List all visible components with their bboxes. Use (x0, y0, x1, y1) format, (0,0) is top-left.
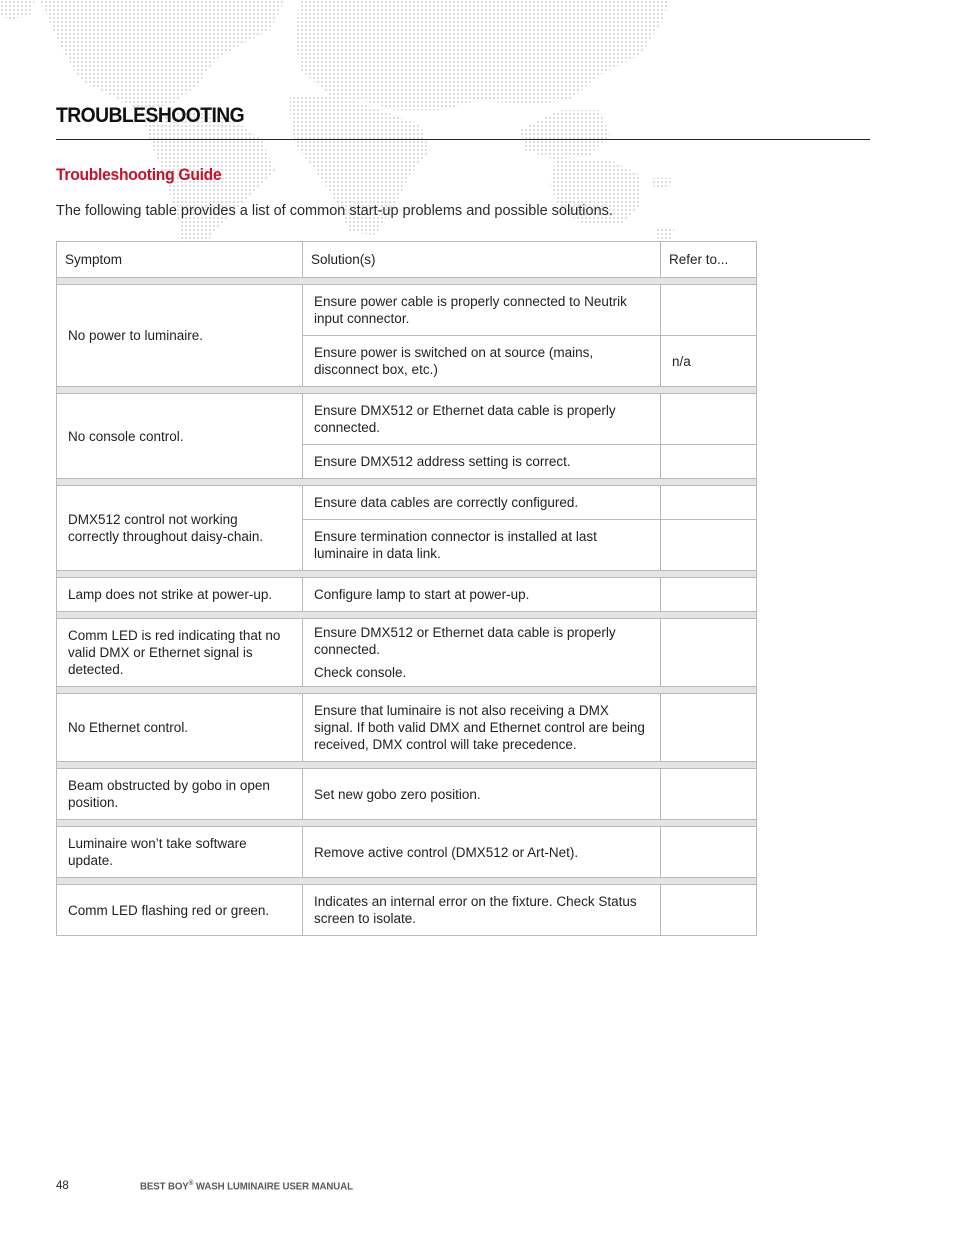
solution-cell (303, 619, 661, 687)
solution-cell: Ensure DMX512 or Ethernet data cable is properly connected. (303, 394, 661, 445)
table-row (57, 694, 757, 762)
manual-title (140, 1180, 353, 1193)
refer-cell (661, 619, 757, 687)
solution-cell: Configure lamp to start at power-up. (303, 578, 661, 612)
row-separator (57, 571, 757, 578)
table-row (57, 486, 757, 520)
symptom-cell: Lamp does not strike at power-up. (57, 578, 303, 612)
solution-cell: Ensure power cable is properly connected to Neutrik input connector. (303, 285, 661, 336)
symptom-cell: No console control. (57, 394, 303, 479)
solution-line: Ensure DMX512 or Ethernet data cable is properly connected. (314, 625, 616, 657)
title-divider (56, 139, 870, 140)
row-separator (57, 387, 757, 394)
table-row (57, 578, 757, 612)
table-row (57, 827, 757, 878)
symptom-cell: Beam obstructed by gobo in open position. (57, 769, 303, 820)
table-row (57, 394, 757, 445)
row-separator (57, 820, 757, 827)
symptom-cell: Comm LED flashing red or green. (57, 885, 303, 936)
solution-cell: Indicates an internal error on the fixture. Check Status screen to isolate. (303, 885, 661, 936)
row-separator (57, 687, 757, 694)
manual-title-brand: BEST BOY (140, 1180, 189, 1193)
refer-cell (661, 520, 757, 571)
solution-cell: Set new gobo zero position. (303, 769, 661, 820)
solution-cell: Ensure that luminaire is not also receiving a DMX signal. If both valid DMX and Ethernet control are being received, DMX control will take precedence. (303, 694, 661, 762)
header-refer-to: Refer to... (661, 242, 757, 278)
symptom-cell: No Ethernet control. (57, 694, 303, 762)
refer-cell (661, 394, 757, 445)
row-separator (57, 479, 757, 486)
page-title: TROUBLESHOOTING (56, 104, 245, 127)
solution-cell: Remove active control (DMX512 or Art-Net). (303, 827, 661, 878)
refer-cell (661, 578, 757, 612)
row-separator (57, 278, 757, 285)
table-row (57, 285, 757, 336)
solution-cell: Ensure power is switched on at source (mains, disconnect box, etc.) (303, 336, 661, 387)
row-separator (57, 762, 757, 769)
symptom-cell: Luminaire won’t take software update. (57, 827, 303, 878)
symptom-cell: No power to luminaire. (57, 285, 303, 387)
world-map-background (0, 0, 954, 270)
page-number: 48 (56, 1180, 69, 1192)
refer-cell (661, 694, 757, 762)
symptom-cell: DMX512 control not working correctly throughout daisy-chain. (57, 486, 303, 571)
row-separator (57, 878, 757, 885)
intro-paragraph: The following table provides a list of common start-up problems and possible solutions. (56, 203, 613, 219)
manual-title-rest: WASH LUMINAIRE USER MANUAL (193, 1180, 353, 1193)
table-header-row (57, 242, 757, 278)
header-symptom: Symptom (57, 242, 303, 278)
symptom-cell: Comm LED is red indicating that no valid DMX or Ethernet signal is detected. (57, 619, 303, 687)
table-row (57, 885, 757, 936)
section-heading: Troubleshooting Guide (56, 165, 222, 184)
refer-cell (661, 769, 757, 820)
table-row (57, 619, 757, 687)
refer-cell (661, 445, 757, 479)
refer-cell (661, 827, 757, 878)
refer-cell: n/a (661, 336, 757, 387)
refer-cell (661, 285, 757, 336)
refer-cell (661, 486, 757, 520)
refer-cell (661, 885, 757, 936)
solution-cell: Ensure DMX512 address setting is correct. (303, 445, 661, 479)
table-row (57, 769, 757, 820)
header-solutions: Solution(s) (303, 242, 661, 278)
solution-cell: Ensure termination connector is installed at last luminaire in data link. (303, 520, 661, 571)
troubleshooting-table (56, 241, 757, 936)
registered-mark: ® (188, 1180, 194, 1187)
solution-cell: Ensure data cables are correctly configured. (303, 486, 661, 520)
row-separator (57, 612, 757, 619)
solution-line: Check console. (314, 665, 407, 680)
